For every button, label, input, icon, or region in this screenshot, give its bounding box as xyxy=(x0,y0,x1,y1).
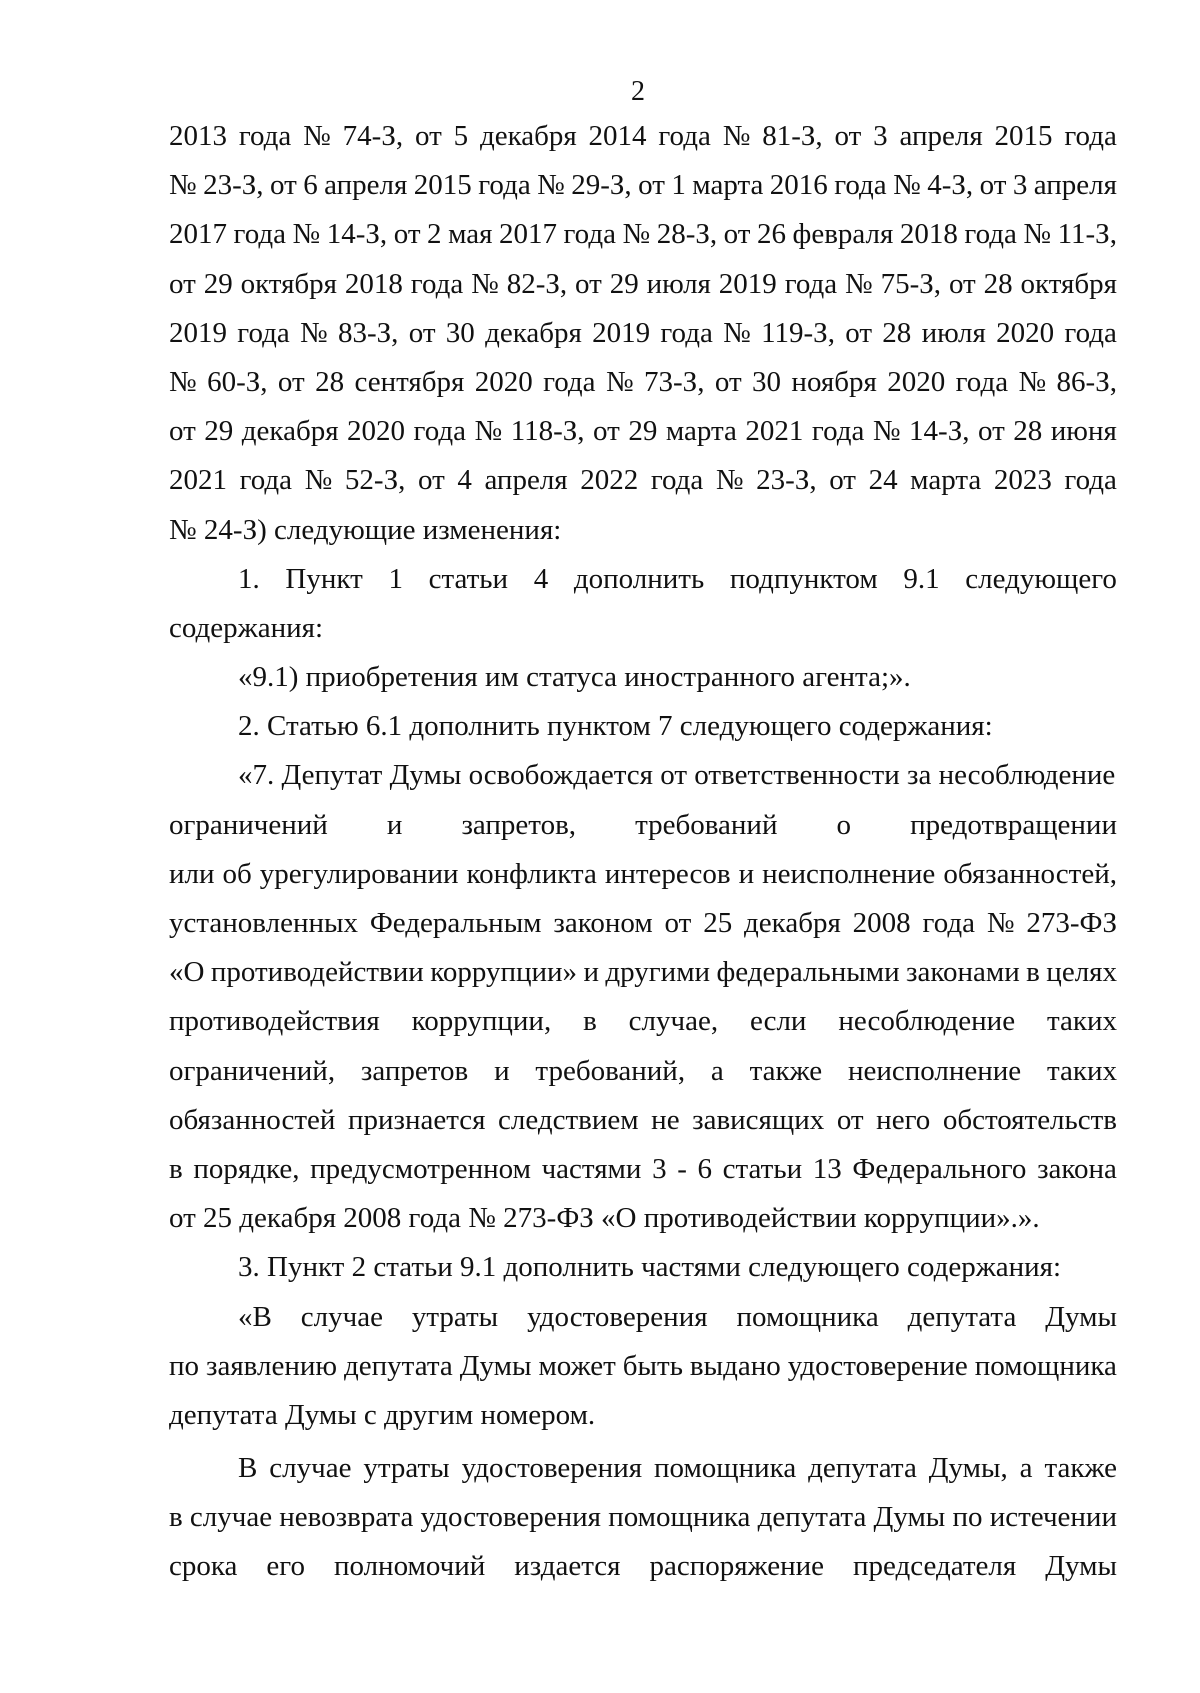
word: запретов xyxy=(360,1054,469,1087)
text-line xyxy=(169,1391,1117,1440)
word: года xyxy=(237,316,290,349)
word: случае, xyxy=(628,1005,719,1038)
word: «9.1) приобретения им статуса иностранного агента;». xyxy=(238,661,911,694)
word: в xyxy=(583,1005,597,1038)
word: 24 xyxy=(868,464,898,497)
word: апреля xyxy=(484,464,568,497)
word: целях xyxy=(1046,956,1117,989)
word: 2020 xyxy=(996,316,1055,349)
word: № xyxy=(303,120,331,152)
word: от xyxy=(408,316,436,349)
text-line xyxy=(169,1542,1117,1591)
text-line xyxy=(169,997,1117,1046)
word: 2013 xyxy=(169,120,227,152)
word: в xyxy=(169,1501,183,1534)
word: № xyxy=(300,316,328,349)
word: Думы xyxy=(1045,1550,1117,1583)
word: октября xyxy=(1020,267,1117,300)
word: случае xyxy=(269,1452,352,1485)
word: марта xyxy=(910,464,982,497)
word: 1 xyxy=(671,169,686,202)
word: года xyxy=(238,120,292,152)
word: 2019 xyxy=(592,316,651,349)
word: по xyxy=(952,1501,983,1534)
word: года xyxy=(1064,120,1117,152)
word: года xyxy=(239,464,293,497)
word: 2021 xyxy=(169,464,227,497)
word: а xyxy=(710,1054,724,1087)
word: обязанностей, xyxy=(943,857,1117,890)
word: Думы, xyxy=(928,1452,1008,1485)
page-number: 2 xyxy=(631,76,645,107)
word: декабря xyxy=(241,415,339,448)
word: распоряжение xyxy=(649,1550,824,1583)
word: 2016 xyxy=(769,169,828,202)
word: года xyxy=(233,218,286,251)
word: урегулировании xyxy=(259,857,459,890)
word: 30 xyxy=(445,316,475,349)
word: от xyxy=(948,267,976,300)
word: таких xyxy=(1046,1054,1117,1087)
word: декабря xyxy=(485,316,582,349)
text-line xyxy=(169,407,1117,456)
word: срока xyxy=(169,1550,238,1583)
word: 75-З, xyxy=(880,267,942,300)
word: «О xyxy=(169,956,205,989)
word: 2020 xyxy=(887,365,946,398)
text-line xyxy=(169,1444,1117,1493)
document-body xyxy=(169,112,1117,1592)
word: от xyxy=(393,218,421,251)
word: 29 xyxy=(204,415,234,448)
word: В xyxy=(238,1452,258,1485)
word: от xyxy=(834,120,862,152)
word: № xyxy=(471,267,499,300)
word: выдано xyxy=(689,1349,781,1382)
word: 13 xyxy=(812,1152,842,1185)
word: следствием xyxy=(498,1103,639,1136)
word: 2014 xyxy=(588,120,647,152)
word: № xyxy=(169,365,197,398)
word: 2020 xyxy=(474,365,533,398)
word: утраты xyxy=(363,1452,450,1485)
word: июля xyxy=(646,267,711,300)
word: года xyxy=(811,415,865,448)
word: интересов xyxy=(604,857,731,890)
word: заявлению xyxy=(206,1349,338,1382)
text-line xyxy=(169,260,1117,309)
word: обязанностей xyxy=(169,1103,336,1136)
text-line xyxy=(169,702,1117,751)
word: от xyxy=(664,907,692,939)
word: депутата xyxy=(907,1300,1017,1333)
word: от xyxy=(169,415,196,448)
word: издается xyxy=(514,1550,621,1583)
text-line xyxy=(169,653,1117,702)
word: истечении xyxy=(989,1501,1117,1534)
word: невозврата xyxy=(279,1501,414,1534)
word: от xyxy=(417,464,445,497)
word: № 24-З) следующие изменения: xyxy=(169,513,562,546)
word: содержания: xyxy=(169,611,324,644)
word: статьи xyxy=(722,1152,803,1185)
word: ограничений, xyxy=(169,1054,336,1087)
word: 4 xyxy=(457,464,472,497)
word: установленных xyxy=(169,907,358,939)
word: от xyxy=(979,169,1007,202)
word: 1 xyxy=(388,562,403,595)
word: № xyxy=(292,218,321,251)
word: «В xyxy=(238,1300,272,1333)
word: 2 xyxy=(427,218,442,251)
word: 83-З, xyxy=(337,316,399,349)
word: июня xyxy=(1050,415,1117,448)
word: утраты xyxy=(411,1300,499,1333)
text-line xyxy=(169,850,1117,899)
word: от xyxy=(414,120,442,152)
word: Пункт xyxy=(285,562,363,595)
word: № xyxy=(1023,218,1052,251)
word: 5 xyxy=(453,120,469,152)
word: признается xyxy=(347,1103,486,1136)
word: 6 xyxy=(697,1152,713,1185)
word: коррупции» xyxy=(430,956,578,989)
word: 73-З, xyxy=(644,365,705,398)
word: № xyxy=(715,464,744,497)
word: 4 xyxy=(533,562,549,595)
word: 30 xyxy=(752,365,782,398)
word: депутата xyxy=(757,1501,867,1534)
word: противодействии xyxy=(210,956,424,989)
word: № xyxy=(605,365,634,398)
word: сентября xyxy=(354,365,465,398)
word: требований, xyxy=(535,1054,686,1087)
word: председателя xyxy=(853,1550,1017,1583)
word: № xyxy=(893,169,921,202)
word: законами xyxy=(906,956,1020,989)
word: года xyxy=(478,169,531,202)
word: декабря xyxy=(744,907,841,939)
word: № xyxy=(872,415,901,448)
word: по xyxy=(169,1349,200,1382)
word: также xyxy=(1044,1452,1117,1485)
word: 29-З, xyxy=(571,169,632,202)
word: 2020 xyxy=(347,415,406,448)
word: февраля xyxy=(792,218,894,251)
word: 29 xyxy=(628,415,658,448)
word: законом xyxy=(553,907,653,939)
word: коррупции, xyxy=(411,1005,552,1038)
word: помощника xyxy=(974,1349,1117,1382)
word: 2017 xyxy=(498,218,557,251)
word: № xyxy=(986,907,1015,939)
word: от xyxy=(169,267,196,300)
word: 1. xyxy=(238,562,260,595)
word: предусмотренном xyxy=(310,1152,531,1185)
word: о xyxy=(836,808,852,841)
text-line xyxy=(169,1047,1117,1096)
word: депутата xyxy=(808,1452,917,1485)
word: или xyxy=(169,857,215,890)
word: требований xyxy=(635,808,778,841)
word: 28 xyxy=(315,365,345,398)
text-line xyxy=(169,1293,1117,1342)
text-line xyxy=(169,112,1117,161)
word: 2019 xyxy=(718,267,777,300)
text-line xyxy=(169,1243,1117,1292)
word: 11-З, xyxy=(1057,218,1117,251)
word: и xyxy=(386,808,403,841)
word: полномочий xyxy=(333,1550,486,1583)
word: таких xyxy=(1046,1005,1117,1038)
word: Думы xyxy=(459,1349,532,1382)
text-line xyxy=(169,604,1117,653)
word: 14-З, xyxy=(326,218,388,251)
word: 29 xyxy=(609,267,639,300)
word: Думы xyxy=(1045,1300,1117,1333)
word: частями xyxy=(541,1152,642,1185)
word: и xyxy=(494,1054,510,1087)
word: 2. Статью 6.1 дополнить пунктом 7 следующего содержания: xyxy=(238,710,993,743)
word: 9.1 xyxy=(903,562,940,595)
text-line xyxy=(169,1194,1117,1243)
word: 81-З, xyxy=(762,120,823,152)
word: удостоверения xyxy=(420,1501,602,1534)
word: апреля xyxy=(1033,169,1117,202)
word: декабря xyxy=(479,120,577,152)
word: дополнить xyxy=(573,562,705,595)
word: мая xyxy=(448,218,493,251)
word: года xyxy=(1064,464,1117,497)
word: 3 xyxy=(873,120,888,152)
word: 3 xyxy=(1012,169,1028,202)
word: 2022 xyxy=(580,464,639,497)
word: № xyxy=(723,316,751,349)
word: него xyxy=(876,1103,931,1136)
word: не xyxy=(651,1103,680,1136)
word: от xyxy=(829,464,856,497)
word: ограничений xyxy=(169,808,328,841)
word: закона xyxy=(1037,1152,1117,1185)
word: года xyxy=(834,169,887,202)
word: от xyxy=(269,169,297,202)
word: 28 xyxy=(882,316,912,349)
word: № xyxy=(622,218,651,251)
text-line xyxy=(169,506,1117,555)
word: от xyxy=(638,169,665,202)
text-line xyxy=(169,309,1117,358)
word: № xyxy=(1018,365,1047,398)
word: случае xyxy=(189,1501,273,1534)
word: от xyxy=(575,267,602,300)
word: от xyxy=(714,365,742,398)
word: 23-З, xyxy=(756,464,817,497)
word: Федеральным xyxy=(369,907,542,939)
word: 23-З, xyxy=(203,169,264,202)
text-line xyxy=(169,555,1117,604)
word: удостоверения xyxy=(461,1452,643,1485)
word: 119-З, xyxy=(761,316,835,349)
word: другими xyxy=(605,956,711,989)
word: марта xyxy=(692,169,764,202)
word: а xyxy=(1019,1452,1033,1485)
word: 14-З, xyxy=(909,415,970,448)
text-line xyxy=(169,210,1117,259)
word: запретов, xyxy=(461,808,577,841)
word: 86-З, xyxy=(1056,365,1117,398)
word: года xyxy=(410,267,464,300)
word: от 25 декабря 2008 года № 273-ФЗ «О противодействии коррупции».». xyxy=(169,1202,1040,1235)
word: № xyxy=(537,169,565,202)
word: Федерального xyxy=(852,1152,1027,1185)
text-line xyxy=(169,1096,1117,1145)
word: неисполнение xyxy=(762,857,936,890)
word: марта xyxy=(665,415,737,448)
word: зависящих xyxy=(692,1103,825,1136)
word: удостоверения xyxy=(527,1300,708,1333)
word: июля xyxy=(921,316,986,349)
word: года xyxy=(964,218,1017,251)
word: помощника xyxy=(736,1300,879,1333)
word: - xyxy=(677,1152,687,1185)
word: может xyxy=(538,1349,616,1382)
word: депутата xyxy=(344,1349,453,1382)
word: 6 xyxy=(303,169,318,202)
word: года xyxy=(922,907,975,939)
word: и xyxy=(583,956,599,989)
word: следующего xyxy=(965,562,1117,595)
word: от xyxy=(836,1103,864,1136)
word: 60-З, xyxy=(207,365,268,398)
word: 2008 xyxy=(852,907,911,939)
word: апреля xyxy=(899,120,983,152)
word: года xyxy=(650,464,704,497)
word: 29 xyxy=(203,267,233,300)
word: и xyxy=(738,857,755,890)
word: порядке, xyxy=(193,1152,300,1185)
word: № xyxy=(169,169,197,202)
word: № xyxy=(845,267,873,300)
word: помощника xyxy=(653,1452,797,1485)
word: 74-З, xyxy=(342,120,404,152)
word: от xyxy=(277,365,305,398)
word: года xyxy=(955,365,1009,398)
word: обстоятельств xyxy=(942,1103,1117,1136)
word: 28 xyxy=(983,267,1013,300)
word: № xyxy=(722,120,751,152)
text-line xyxy=(169,948,1117,997)
word: ноября xyxy=(791,365,877,398)
word: 2015 xyxy=(413,169,472,202)
word: апреля xyxy=(324,169,408,202)
word: статьи xyxy=(428,562,509,595)
word: 28-З, xyxy=(656,218,718,251)
word: № xyxy=(474,415,503,448)
word: 26 xyxy=(757,218,786,251)
word: года xyxy=(1064,316,1117,349)
word: 2017 xyxy=(169,218,227,251)
word: года xyxy=(543,365,596,398)
word: года xyxy=(413,415,467,448)
word: 118-З, xyxy=(510,415,585,448)
word: 28 xyxy=(1013,415,1043,448)
word: в xyxy=(1026,956,1040,989)
word: федеральными xyxy=(716,956,900,989)
word: 2019 xyxy=(169,316,227,349)
word: 3 xyxy=(652,1152,667,1185)
word: в xyxy=(169,1152,183,1185)
word: Думы xyxy=(873,1501,946,1534)
text-line xyxy=(169,1493,1117,1542)
word: года xyxy=(563,218,616,251)
word: также xyxy=(749,1054,823,1087)
word: 2015 xyxy=(994,120,1053,152)
word: его xyxy=(266,1550,305,1583)
word: 3. Пункт 2 статьи 9.1 дополнить частями следующего содержания: xyxy=(238,1251,1062,1284)
word: если xyxy=(749,1005,807,1038)
word: года xyxy=(658,120,711,152)
word: года xyxy=(784,267,838,300)
word: неисполнение xyxy=(847,1054,1022,1087)
word: от xyxy=(845,316,873,349)
text-line xyxy=(169,358,1117,407)
word: конфликта xyxy=(466,857,597,890)
text-line xyxy=(169,1145,1117,1194)
word: 2018 xyxy=(344,267,403,300)
text-line xyxy=(169,1342,1117,1391)
text-line xyxy=(169,161,1117,210)
text-line xyxy=(169,456,1117,505)
word: № xyxy=(304,464,333,497)
word: предотвращении xyxy=(910,808,1117,841)
word: депутата Думы с другим номером. xyxy=(169,1398,596,1431)
word: подпунктом xyxy=(729,562,878,595)
word: 82-З, xyxy=(506,267,568,300)
text-line xyxy=(169,899,1117,948)
word: от xyxy=(723,218,751,251)
word: года xyxy=(660,316,713,349)
word: быть xyxy=(622,1349,683,1382)
word: удостоверение xyxy=(787,1349,968,1382)
word: случае xyxy=(300,1300,383,1333)
word: помощника xyxy=(608,1501,751,1534)
word: от xyxy=(593,415,620,448)
word: 2021 xyxy=(745,415,804,448)
word: октября xyxy=(240,267,338,300)
word: об xyxy=(222,857,252,890)
text-line xyxy=(169,801,1117,850)
word: «7. Депутат Думы освобождается от ответственности за несоблюдение xyxy=(238,759,1116,792)
word: 2023 xyxy=(993,464,1052,497)
word: противодействия xyxy=(169,1005,380,1038)
word: 4-З, xyxy=(927,169,974,202)
word: 25 xyxy=(703,907,733,939)
word: несоблюдение xyxy=(838,1005,1016,1038)
text-line xyxy=(169,751,1117,800)
word: 2018 xyxy=(899,218,958,251)
word: 52-З, xyxy=(344,464,406,497)
word: от xyxy=(977,415,1005,448)
word: 273-ФЗ xyxy=(1026,907,1117,939)
